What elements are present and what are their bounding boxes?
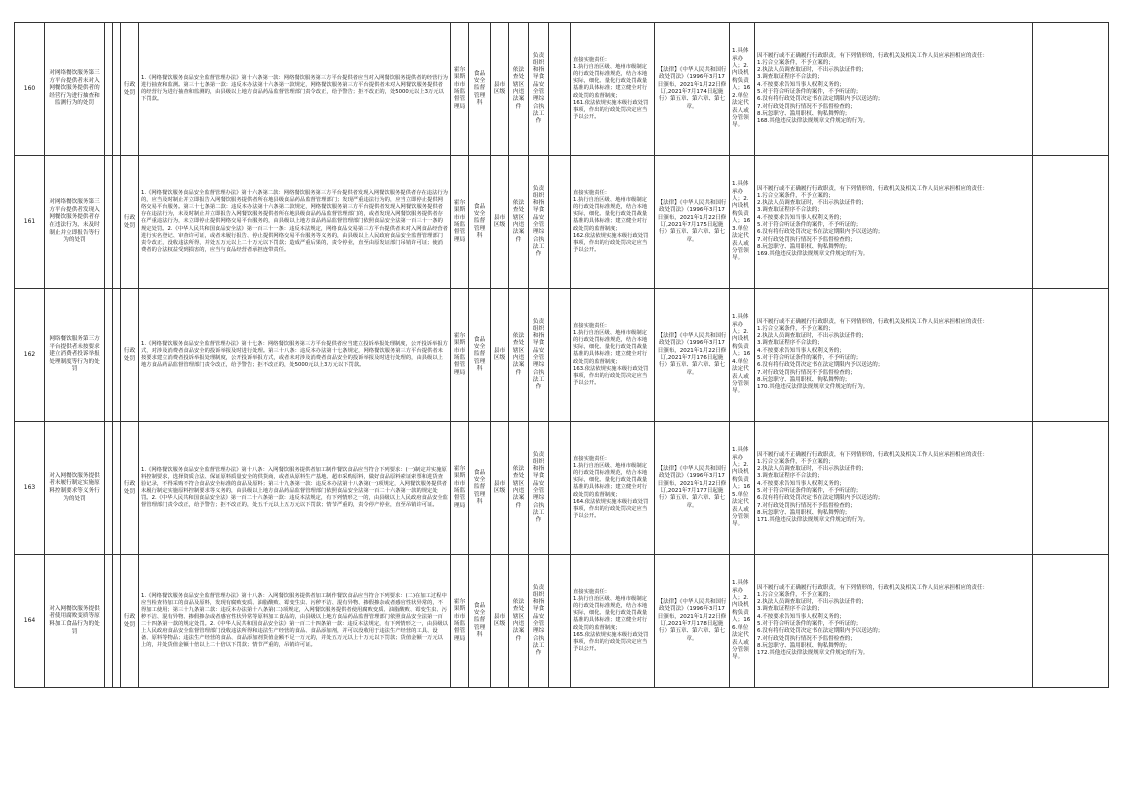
empty-cell — [1033, 555, 1109, 688]
row-number: 160 — [15, 23, 45, 156]
accountability-line: 8.玩忽职守、滥用职权、徇私舞弊的； — [757, 642, 851, 649]
responsibility-line: 163.依法依规实施本级行政处罚事项，作出的行政处罚决定应当予以公开。 — [573, 365, 649, 386]
accountability-clauses — [755, 555, 1033, 688]
accountability-line: 2.执法人员调查取证时，不出示执法证件的； — [757, 466, 867, 473]
accountability-line: 3.调查取证程序不合法的； — [757, 207, 823, 214]
accountability-line: 2.执法人员调查取证时，不出示执法证件的； — [757, 333, 867, 340]
administrative-level: 县市区级 — [491, 555, 509, 688]
accountability-line: 4.不按要求告知当事人权利义务的； — [757, 480, 845, 487]
accountability-line: 3.调查取证程序不合法的； — [757, 606, 823, 613]
responsibility-line: 162.依法依规实施本级行政处罚事项，作出的行政处罚决定应当予以公开。 — [573, 232, 649, 253]
power-type: 行政处罚 — [121, 289, 139, 422]
accountability-line: 6.没有将行政处罚决定书在法定期限内予以送达的； — [757, 96, 884, 103]
accountability-line: 169.其他违反法律法规规章文件规定的行为。 — [757, 251, 869, 258]
accountability-line: 8.玩忽职守、滥用职权、徇私舞弊的； — [757, 376, 851, 383]
empty-cell — [113, 156, 121, 289]
implementation-responsibility — [571, 156, 655, 289]
accountability-line: 因不履行或不正确履行行政职责，有下列情形的，行政机关及相关工作人员应承担相应的责任： — [757, 318, 989, 325]
accountability-line: 4.不按要求告知当事人权利义务的； — [757, 613, 845, 620]
accountability-line: 7.对行政处罚执行情况不予监督检查的； — [757, 369, 856, 376]
enforcement-scope: 依法查处辖区内违法案件 — [509, 422, 529, 555]
row-number: 163 — [15, 422, 45, 555]
accountability-clauses — [755, 156, 1033, 289]
responsible-subject: 1.具体承办人；2.内设机构负责人；162.单位法定代表人或分管领导。 — [730, 23, 755, 156]
responsibility-line: 1.执行自治区级、地州市级制定的行政处罚标准规范，结合本地实际，细化、量化行政处罚裁量基准的具体标准；建立健全对行政处罚的监督制度； — [573, 64, 648, 99]
accountability-line: 8.玩忽职守、滥用职权、徇私舞弊的； — [757, 243, 851, 250]
accountability-line: 6.没有将行政处罚决定书在法定期限内予以送达的； — [757, 628, 884, 635]
power-type: 行政处罚 — [121, 23, 139, 156]
accountability-line: 1.污合立案条件，不予立案的； — [757, 59, 834, 66]
accountability-line: 7.对行政处罚执行情况不予监督检查的； — [757, 502, 856, 509]
accountability-line: 因不履行或不正确履行行政职责，有下列情形的，行政机关及相关工作人员应承担相应的责任： — [757, 451, 989, 458]
empty-cell — [549, 289, 571, 422]
empty-cell — [105, 289, 113, 422]
department-duty: 负责组织和指导食品安全管理综合执法工作 — [529, 422, 549, 555]
accountability-line: 4.不按要求告知当事人权利义务的； — [757, 347, 845, 354]
accountability-line: 5.对于符合听证条件的案件，不予听证的； — [757, 621, 862, 627]
responsibility-line: 161.依法依规实施本级行政处罚事项，作出的行政处罚决定应当予以公开。 — [573, 99, 649, 120]
accountability-line: 168.其他违反法律法规规章文件规定的行为。 — [757, 118, 869, 125]
accountability-line: 1.污合立案条件，不予立案的； — [757, 325, 834, 332]
table-row — [15, 156, 1109, 289]
table-row — [15, 289, 1109, 422]
accountability-line: 2.执法人员调查取证时，不出示执法证件的； — [757, 599, 867, 606]
responsibility-line: 1.执行自治区级、地州市级制定的行政处罚标准规范，结合本地实际，细化、量化行政处罚裁量基准的具体标准；建立健全对行政处罚的监督制度； — [573, 596, 648, 631]
law-reference: 【法律】《中华人民共和国行政处罚法》（1996年3月17日颁布，2021年1月22日修订,2021年7月174日起施行）第五章、第六章、第七章。 — [655, 23, 730, 156]
row-number: 161 — [15, 156, 45, 289]
implementing-department: 霍尔果斯市市场监督管理局 — [451, 422, 469, 555]
accountability-line: 8.玩忽职守、滥用职权、徇私舞弊的； — [757, 509, 851, 516]
power-type: 行政处罚 — [121, 422, 139, 555]
empty-cell — [549, 555, 571, 688]
responsibility-line: 直接实施责任： — [573, 589, 611, 596]
department-duty: 负责组织和指导食品安全管理综合执法工作 — [529, 555, 549, 688]
empty-cell — [549, 422, 571, 555]
implementing-department: 霍尔果斯市市场监督管理局 — [451, 289, 469, 422]
responsibility-line: 1.执行自治区级、地州市级制定的行政处罚标准规范，结合本地实际，细化、量化行政处罚裁量基准的具体标准；建立健全对行政处罚的监督制度； — [573, 197, 648, 232]
department-duty: 负责组织和指导食品安全管理综合执法工作 — [529, 156, 549, 289]
law-reference: 【法律】《中华人民共和国行政处罚法》（1996年3月17日颁布，2021年1月22日修订,2021年7月175日起施行）第五章、第六章、第七章。 — [655, 156, 730, 289]
responsible-subject: 1.具体承办人；2.内设机构负责人；164.单位法定代表人或分管领导。 — [730, 289, 755, 422]
legal-basis: 1.《网络餐饮服务食品安全监督管理办法》第十八条：入网餐饮服务提供者加工制作餐饮食品应当符合下列要求：(二)在加工过程中应当检查待加工的食品及原料，发现有腐败变质、油脂酸败、霉变生虫、污秽不洁、混有异物、掺假掺杂或者感官性状异常的，不得加工使用；第三十九条第二款：违反本办法第十八条第(二)项规定，入网餐饮服务提供者使用腐败变质、油脂酸败、霉变生虫、污秽不洁、混有异物、掺假掺杂或者感官性状异常等原料加工食品的，由县级以上地方食品药品监督管理部门依照食品安全法第一百二十四条第一款的规定处罚。2.《中华人民共和国食品安全法》第一百二十四条第一款：违反本法规定，有下列情形之一，由县级以上人民政府食品安全监督管理部门没收违法所得和违法生产经营的食品、食品添加剂，并可以没收用于违法生产经营的工具、设备、原料等物品；违法生产经营的食品、食品添加剂货值金额不足一万元的，并处五万元以上十万元以下罚款；货值金额一万元以上的，并处货值金额十倍以上二十倍以下罚款；情节严重的，吊销许可证。 — [139, 555, 451, 688]
accountability-line: 5.对于符合听证条件的案件，不予听证的； — [757, 355, 862, 361]
document-page — [14, 22, 1108, 688]
responsible-office: 食品安全监督管理科 — [469, 289, 491, 422]
item-name: 网络餐饮服务第三方平台提供者未按要求建立消费者投诉举报处理制度等行为的处罚 — [45, 289, 105, 422]
empty-cell — [105, 23, 113, 156]
table-row — [15, 555, 1109, 688]
implementation-responsibility — [571, 555, 655, 688]
responsible-subject: 1.具体承办人；2.内设机构负责人；166.单位法定代表人或分管领导。 — [730, 555, 755, 688]
empty-cell — [105, 555, 113, 688]
responsibility-line: 164.依法依规实施本级行政处罚事项，作出的行政处罚决定应当予以公开。 — [573, 498, 649, 519]
implementation-responsibility — [571, 23, 655, 156]
responsibility-line: 165.依法依规实施本级行政处罚事项，作出的行政处罚决定应当予以公开。 — [573, 631, 649, 652]
accountability-line: 1.污合立案条件，不予立案的； — [757, 458, 834, 465]
item-name: 对入网餐饮服务提供者使用腐败变质等原料加工食品行为的处罚 — [45, 555, 105, 688]
accountability-line: 7.对行政处罚执行情况不予监督检查的； — [757, 635, 856, 642]
accountability-line: 170.其他违反法律法规规章文件规定的行为。 — [757, 384, 869, 391]
responsible-office: 食品安全监督管理科 — [469, 156, 491, 289]
empty-cell — [105, 422, 113, 555]
implementing-department: 霍尔果斯市市场监督管理局 — [451, 23, 469, 156]
table-row — [15, 23, 1109, 156]
enforcement-scope: 依法查处辖区内违法案件 — [509, 289, 529, 422]
empty-cell — [549, 23, 571, 156]
responsibility-line: 直接实施责任： — [573, 190, 611, 197]
empty-cell — [1033, 23, 1109, 156]
law-reference: 【法律】《中华人民共和国行政处罚法》（1996年3月17日颁布，2021年1月22日修订,2021年7月178日起施行）第五章、第六章、第七章。 — [655, 555, 730, 688]
implementation-responsibility — [571, 289, 655, 422]
responsible-subject: 1.具体承办人；2.内设机构负责人；163.单位法定代表人或分管领导。 — [730, 156, 755, 289]
accountability-clauses — [755, 289, 1033, 422]
responsible-office: 食品安全监督管理科 — [469, 23, 491, 156]
responsibility-line: 1.执行自治区级、地州市级制定的行政处罚标准规范，结合本地实际，细化、量化行政处罚裁量基准的具体标准；建立健全对行政处罚的监督制度； — [573, 330, 648, 365]
accountability-line: 2.执法人员调查取证时，不出示执法证件的； — [757, 67, 867, 74]
accountability-line: 3.调查取证程序不合法的； — [757, 473, 823, 480]
responsibility-line: 1.执行自治区级、地州市级制定的行政处罚标准规范，结合本地实际，细化、量化行政处罚裁量基准的具体标准；建立健全对行政处罚的监督制度； — [573, 463, 648, 498]
implementing-department: 霍尔果斯市市场监督管理局 — [451, 156, 469, 289]
row-number: 164 — [15, 555, 45, 688]
responsible-office: 食品安全监督管理科 — [469, 555, 491, 688]
implementing-department: 霍尔果斯市市场监督管理局 — [451, 555, 469, 688]
item-name: 对入网餐饮服务提供者未履行制定实施原料控制要求等义务行为的处罚 — [45, 422, 105, 555]
accountability-line: 6.没有将行政处罚决定书在法定期限内予以送达的； — [757, 362, 884, 369]
department-duty: 负责组织和指导食品安全管理综合执法工作 — [529, 289, 549, 422]
empty-cell — [549, 156, 571, 289]
accountability-line: 172.其他违反法律法规规章文件规定的行为。 — [757, 650, 869, 657]
accountability-clauses — [755, 23, 1033, 156]
power-type: 行政处罚 — [121, 555, 139, 688]
implementation-responsibility — [571, 422, 655, 555]
item-name: 对网络餐饮服务第三方平台提供者未对入网餐饮服务提供者的经营行为进行抽查和监测行为的处罚 — [45, 23, 105, 156]
power-type: 行政处罚 — [121, 156, 139, 289]
accountability-line: 4.不按要求告知当事人权利义务的； — [757, 81, 845, 88]
accountability-line: 7.对行政处罚执行情况不予监督检查的； — [757, 103, 856, 110]
accountability-line: 因不履行或不正确履行行政职责，有下列情形的，行政机关及相关工作人员应承担相应的责任： — [757, 52, 989, 59]
row-number: 162 — [15, 289, 45, 422]
accountability-line: 7.对行政处罚执行情况不予监督检查的； — [757, 236, 856, 243]
power-list-table — [14, 22, 1109, 688]
legal-basis: 1.《网络餐饮服务食品安全监督管理办法》第十六条第一款：网络餐饮服务第三方平台提供者应当对入网餐饮服务提供者的经营行为进行抽查和监测。第三十七条第一款：违反本办法第十六条第一款规定，网络餐饮服务第三方平台提供者未对入网餐饮服务提供者的经营行为进行抽查和监测的，由县级以上地方食品药品监督管理部门责令改正，给予警告；拒不改正的，处5000元以上3万元以下罚款。 — [139, 23, 451, 156]
administrative-level: 县市区级 — [491, 289, 509, 422]
administrative-level: 县市区级 — [491, 23, 509, 156]
enforcement-scope: 依法查处辖区内违法案件 — [509, 23, 529, 156]
accountability-line: 1.污合立案条件，不予立案的； — [757, 192, 834, 199]
accountability-line: 5.对于符合听证条件的案件，不予听证的； — [757, 488, 862, 494]
item-name: 对网络餐饮服务第三方平台提供者发现入网餐饮服务提供者存在违法行为，未及时制止并立即报告等行为的处罚 — [45, 156, 105, 289]
accountability-line: 6.没有将行政处罚决定书在法定期限内予以送达的； — [757, 495, 884, 502]
accountability-line: 4.不按要求告知当事人权利义务的； — [757, 214, 845, 221]
enforcement-scope: 依法查处辖区内违法案件 — [509, 156, 529, 289]
accountability-clauses — [755, 422, 1033, 555]
empty-cell — [1033, 156, 1109, 289]
accountability-line: 2.执法人员调查取证时，不出示执法证件的； — [757, 200, 867, 207]
accountability-line: 因不履行或不正确履行行政职责，有下列情形的，行政机关及相关工作人员应承担相应的责任： — [757, 185, 989, 192]
administrative-level: 县市区级 — [491, 156, 509, 289]
responsible-subject: 1.具体承办人；2.内设机构负责人；165.单位法定代表人或分管领导。 — [730, 422, 755, 555]
table-row — [15, 422, 1109, 555]
accountability-line: 因不履行或不正确履行行政职责，有下列情形的，行政机关及相关工作人员应承担相应的责任： — [757, 584, 989, 591]
empty-cell — [105, 156, 113, 289]
responsibility-line: 直接实施责任： — [573, 323, 611, 330]
responsible-office: 食品安全监督管理科 — [469, 422, 491, 555]
accountability-line: 5.对于符合听证条件的案件，不予听证的； — [757, 89, 862, 95]
law-reference: 【法律】《中华人民共和国行政处罚法》（1996年3月17日颁布，2021年1月22日修订,2021年7月177日起施行）第五章、第六章、第七章。 — [655, 422, 730, 555]
empty-cell — [113, 289, 121, 422]
accountability-line: 3.调查取证程序不合法的； — [757, 74, 823, 81]
department-duty: 负责组织和指导食品安全管理综合执法工作 — [529, 23, 549, 156]
legal-basis: 1.《网络餐饮服务食品安全监督管理办法》第十六条第二款：网络餐饮服务第三方平台提供者发现入网餐饮服务提供者存在违法行为的，应当及时制止并立即报告入网餐饮服务提供者所在地县级食品药品监督管理部门；发现严重违法行为的，应当立即停止提供网络交易平台服务。第三十七条第二款：违反本办法第十六条第二款规定，网络餐饮服务第三方平台提供者发现入网餐饮服务提供者存在违法行为，未及时制止并立即报告入网餐饮服务提供者所在地县级食品药品监督管理部门的，或者发现入网餐饮服务提供者存在严重违法行为，未立即停止提供网络交易平台服务的，由县级以上地方食品药品监督管理部门依照食品安全法第一百三十一条的规定处罚。2.《中华人民共和国食品安全法》第一百三十一条：违反本法规定，网络食品交易第三方平台提供者未对入网食品经营者进行实名登记、审查许可证，或者未履行报告、停止提供网络交易平台服务等义务的，由县级以上人民政府食品安全监督管理部门责令改正，没收违法所得，并处五万元以上二十万元以下罚款；造成严重后果的，责令停业，直至由原发证部门吊销许可证；使消费者的合法权益受到损害的，应当与食品经营者承担连带责任。 — [139, 156, 451, 289]
empty-cell — [113, 422, 121, 555]
law-reference: 【法律】《中华人民共和国行政处罚法》（1996年3月17日颁布，2021年1月22日修订,2021年7月176日起施行）第五章、第六章、第七章。 — [655, 289, 730, 422]
responsibility-line: 直接实施责任： — [573, 57, 611, 64]
legal-basis: 1.《网络餐饮服务食品安全监督管理办法》第十七条：网络餐饮服务第三方平台提供者应当建立投诉举报处理制度，公开投诉举报方式，对涉及消费者食品安全的投诉举报及时进行处理。第三十八条：违反本办法第十七条规定，网络餐饮服务第三方平台提供者未按要求建立消费者投诉举报处理制度，公开投诉举报方式，或者未对涉及消费者食品安全的投诉举报及时进行处理的，由县级以上地方食品药品监督管理部门责令改正，给予警告；拒不改正的，处5000元以上3万元以下罚款。 — [139, 289, 451, 422]
enforcement-scope: 依法查处辖区内违法案件 — [509, 555, 529, 688]
empty-cell — [113, 555, 121, 688]
administrative-level: 县市区级 — [491, 422, 509, 555]
empty-cell — [1033, 289, 1109, 422]
accountability-line: 5.对于符合听证条件的案件，不予听证的； — [757, 222, 862, 228]
empty-cell — [113, 23, 121, 156]
legal-basis: 1.《网络餐饮服务食品安全监督管理办法》第十八条：入网餐饮服务提供者加工制作餐饮食品应当符合下列要求：(一)制定并实施原料控制要求，选择资质合法、保证原料质量安全的供货商，或者从原料生产基地、超市采购原料，做好食品原料索证索票和进货查验记录，不得采购不符合食品安全标准的食品及原料；第三十九条第一款：违反本办法第十八条第(一)项规定，入网餐饮服务提供者未履行制定实施原料控制要求等义务的，由县级以上地方食品药品监督管理部门依照食品安全法第一百二十六条第一款的规定处罚。2.《中华人民共和国食品安全法》第一百二十六条第一款：违反本法规定，有下列情形之一的，由县级以上人民政府食品安全监督管理部门责令改正，给予警告；拒不改正的，处五千元以上五万元以下罚款；情节严重的，责令停产停业，直至吊销许可证。 — [139, 422, 451, 555]
accountability-line: 171.其他违反法律法规规章文件规定的行为。 — [757, 517, 869, 524]
accountability-line: 6.没有将行政处罚决定书在法定期限内予以送达的； — [757, 229, 884, 236]
responsibility-line: 直接实施责任： — [573, 456, 611, 463]
empty-cell — [1033, 422, 1109, 555]
accountability-line: 1.污合立案条件，不予立案的； — [757, 591, 834, 598]
accountability-line: 8.玩忽职守、滥用职权、徇私舞弊的； — [757, 110, 851, 117]
accountability-line: 3.调查取证程序不合法的； — [757, 340, 823, 347]
